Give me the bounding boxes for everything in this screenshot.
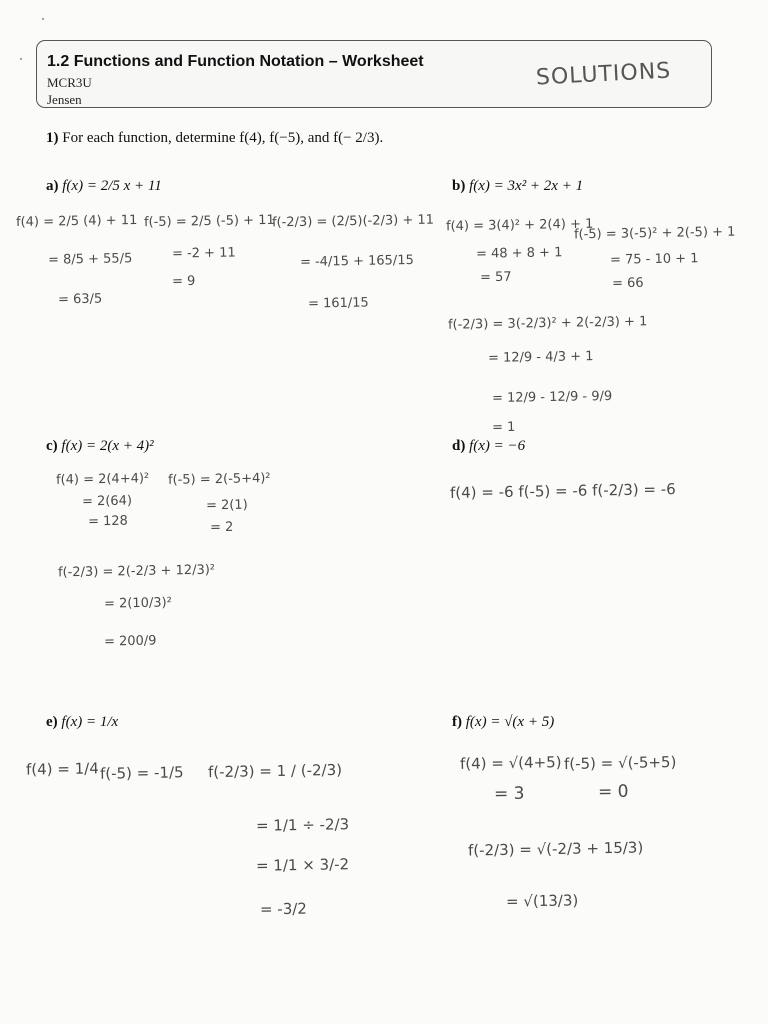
part-a-fm23-line2: = -4/15 + 165/15 xyxy=(299,253,414,270)
part-c-fm23-line1: f(-2/3) = 2(-2/3 + 12/3)² xyxy=(57,562,216,581)
part-e-fm5: f(-5) = -1/5 xyxy=(99,763,184,783)
part-f-f4-line1: f(4) = √(4+5) xyxy=(459,753,562,773)
part-c-fm23-line2: = 2(10/3)² xyxy=(103,595,172,612)
part-b-f4-line2: = 48 + 8 + 1 xyxy=(475,245,563,262)
part-d-letter: d) xyxy=(452,438,466,454)
part-f-fm23-line2: = √(13/3) xyxy=(505,891,579,911)
scan-speck xyxy=(42,18,44,20)
part-c-f4-line2: = 2(64) xyxy=(81,493,133,510)
part-a-f4-line2: = 8/5 + 55/5 xyxy=(47,251,133,268)
part-e-letter: e) xyxy=(46,714,58,730)
worksheet-title: 1.2 Functions and Function Notation – Worksheet xyxy=(47,53,424,70)
part-a-letter: a) xyxy=(46,178,59,194)
part-a-fm23-line3: = 161/15 xyxy=(307,295,369,312)
part-b-f4-line1: f(4) = 3(4)² + 2(4) + 1 xyxy=(445,216,594,235)
part-b-fm23-line3: = 12/9 - 12/9 - 9/9 xyxy=(491,388,613,407)
part-c-f4-line1: f(4) = 2(4+4)² xyxy=(55,471,150,488)
part-c-label xyxy=(46,438,154,455)
part-b-fm23-line4: = 1 xyxy=(491,419,516,436)
part-a-f4-line1: f(4) = 2/5 (4) + 11 xyxy=(15,212,138,231)
part-e-fm23-line2: = 1/1 ÷ -2/3 xyxy=(255,815,350,835)
part-a-function: f(x) = 2/5 x + 11 xyxy=(62,178,162,194)
part-a-fm5-line3: = 9 xyxy=(171,273,196,290)
part-a-fm5-line1: f(-5) = 2/5 (-5) + 11 xyxy=(143,212,275,231)
part-b-label xyxy=(452,178,583,195)
part-f-label xyxy=(452,714,554,731)
question-text: For each function, determine f(4), f(−5), and f(− 2/3). xyxy=(62,130,384,146)
part-b-fm5-line3: = 66 xyxy=(611,275,644,292)
part-f-function: f(x) = √(x + 5) xyxy=(465,714,555,730)
part-b-fm23-line1: f(-2/3) = 3(-2/3)² + 2(-2/3) + 1 xyxy=(447,314,648,333)
part-b-fm5-line2: = 75 - 10 + 1 xyxy=(609,251,699,268)
part-a-f4-line3: = 63/5 xyxy=(57,291,103,308)
part-f-fm23-line1: f(-2/3) = √(-2/3 + 15/3) xyxy=(467,838,644,860)
part-e-fm23-line3: = 1/1 × 3/-2 xyxy=(255,855,350,875)
part-f-fm5-line1: f(-5) = √(-5+5) xyxy=(563,753,677,773)
part-c-function: f(x) = 2(x + 4)² xyxy=(61,438,154,454)
part-f-f4-line2: = 3 xyxy=(493,783,525,805)
part-c-fm5-line1: f(-5) = 2(-5+4)² xyxy=(167,471,271,488)
course-code: MCR3U xyxy=(47,75,92,90)
part-e-function: f(x) = 1/x xyxy=(61,714,119,730)
part-c-letter: c) xyxy=(46,438,58,454)
part-a-label xyxy=(46,178,162,195)
part-c-fm23-line3: = 200/9 xyxy=(103,633,157,650)
part-b-f4-line3: = 57 xyxy=(479,269,512,286)
part-c-fm5-line2: = 2(1) xyxy=(205,497,248,514)
part-a-fm23-line1: f(-2/3) = (2/5)(-2/3) + 11 xyxy=(271,212,435,231)
part-e-f4: f(4) = 1/4 xyxy=(25,759,99,779)
part-c-fm5-line3: = 2 xyxy=(209,519,234,536)
part-c-f4-line3: = 128 xyxy=(87,513,128,530)
part-e-fm23-line4: = -3/2 xyxy=(259,899,308,919)
part-b-function: f(x) = 3x² + 2x + 1 xyxy=(469,178,584,194)
part-a-fm5-line2: = -2 + 11 xyxy=(171,245,236,262)
part-d-function: f(x) = −6 xyxy=(469,438,526,454)
scan-speck xyxy=(20,58,22,60)
solutions-stamp: SOLUTIONS xyxy=(535,58,672,91)
part-b-fm23-line2: = 12/9 - 4/3 + 1 xyxy=(487,349,594,366)
part-f-letter: f) xyxy=(452,714,462,730)
part-b-fm5-line1: f(-5) = 3(-5)² + 2(-5) + 1 xyxy=(573,224,736,243)
part-d-label xyxy=(452,438,525,455)
part-f-fm5-line2: = 0 xyxy=(597,781,629,803)
part-b-letter: b) xyxy=(452,178,466,194)
part-e-fm23-line1: f(-2/3) = 1 / (-2/3) xyxy=(207,760,343,782)
teacher-name: Jensen xyxy=(47,92,82,107)
part-d-work: f(4) = -6 f(-5) = -6 f(-2/3) = -6 xyxy=(449,480,676,502)
part-e-label xyxy=(46,714,118,731)
question-prompt xyxy=(46,130,383,147)
question-number: 1) xyxy=(46,130,59,146)
